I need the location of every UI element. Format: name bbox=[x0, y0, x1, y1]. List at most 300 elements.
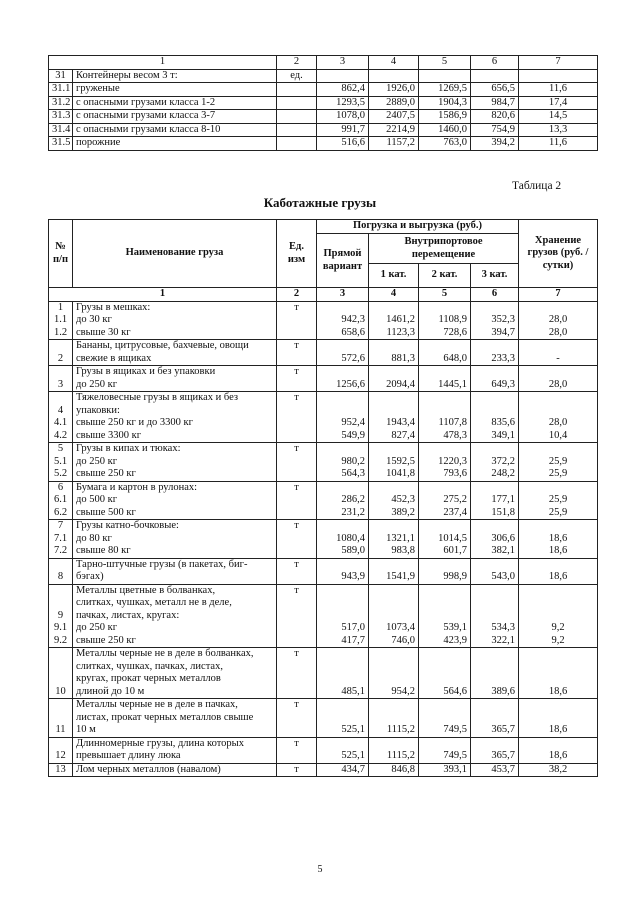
col-num-cell: 4 bbox=[369, 288, 419, 302]
row-number-line: 7.2 bbox=[53, 545, 68, 556]
value-cell bbox=[369, 648, 419, 699]
value-line: 9,2 bbox=[551, 622, 565, 633]
value-line: 25,9 bbox=[548, 506, 568, 518]
value-line: 393,1 bbox=[443, 763, 467, 775]
row-number: 31.3 bbox=[49, 110, 73, 124]
table-row bbox=[49, 443, 598, 482]
col-num-cell: 5 bbox=[419, 288, 471, 302]
value-cell bbox=[369, 699, 419, 738]
unit-cell bbox=[277, 123, 317, 137]
value-line: 1073,4 bbox=[386, 622, 415, 633]
value-cell bbox=[519, 520, 598, 559]
row-number-line: 3 bbox=[57, 378, 64, 390]
value-line: 322,1 bbox=[491, 634, 515, 646]
row-number-line: 6.2 bbox=[53, 506, 68, 518]
table-row bbox=[49, 301, 598, 340]
value-cell bbox=[471, 443, 519, 482]
value-cell bbox=[419, 737, 471, 763]
value-cell bbox=[471, 366, 519, 392]
value-line: 648,0 bbox=[443, 352, 467, 364]
table-row bbox=[49, 558, 598, 584]
value-cell bbox=[369, 584, 419, 648]
value-line: 382,1 bbox=[491, 545, 515, 556]
value-line: 1592,5 bbox=[386, 455, 415, 467]
row-number bbox=[49, 648, 73, 699]
table-row bbox=[49, 763, 598, 777]
row-number-line: 5 bbox=[57, 443, 64, 454]
column-number-row bbox=[49, 288, 598, 302]
value-cell bbox=[519, 763, 598, 777]
value-line: 539,1 bbox=[443, 622, 467, 633]
value-line: 601,7 bbox=[443, 545, 467, 556]
value-line: 749,5 bbox=[443, 750, 467, 761]
cargo-name-line: свыше 250 кг bbox=[76, 468, 136, 479]
value-line: 881,3 bbox=[391, 352, 415, 364]
value-cell bbox=[471, 699, 519, 738]
value-cell bbox=[471, 520, 519, 559]
value-line: 233,3 bbox=[491, 352, 515, 364]
row-number-line: 1.2 bbox=[53, 326, 68, 338]
col-num-cell: 7 bbox=[519, 288, 598, 302]
col-num-cell: 1 bbox=[49, 56, 277, 70]
value-line: 28,0 bbox=[548, 326, 568, 338]
continuation-table bbox=[48, 55, 598, 151]
row-number: 31.1 bbox=[49, 83, 73, 97]
value-cell bbox=[317, 520, 369, 559]
cargo-name bbox=[73, 584, 277, 648]
value-cell bbox=[317, 69, 369, 83]
value-line: 349,1 bbox=[491, 429, 515, 441]
value-cell bbox=[369, 392, 419, 443]
value-line: 25,9 bbox=[548, 468, 568, 479]
value-cell: 763,0 bbox=[419, 137, 471, 151]
value-line: 2094,4 bbox=[386, 378, 415, 390]
value-cell: 2407,5 bbox=[369, 110, 419, 124]
cargo-name-line: Тяжеловесные грузы в ящиках и без bbox=[76, 392, 239, 403]
value-cell bbox=[519, 481, 598, 520]
row-number-line: 7 bbox=[57, 520, 64, 531]
value-cell bbox=[317, 584, 369, 648]
value-cell bbox=[471, 69, 519, 83]
value-cell: 1460,0 bbox=[419, 123, 471, 137]
col-num-cell: 1 bbox=[49, 288, 277, 302]
col-num-cell: 3 bbox=[317, 56, 369, 70]
row-number-line: 9.2 bbox=[53, 634, 68, 646]
value-cell bbox=[317, 301, 369, 340]
cargo-name-line: 10 м bbox=[76, 724, 96, 735]
value-cell bbox=[317, 392, 369, 443]
value-cell bbox=[317, 340, 369, 366]
cargo-name-line: Лом черных металлов (навалом) bbox=[76, 763, 221, 775]
value-cell bbox=[419, 763, 471, 777]
value-cell: 862,4 bbox=[317, 83, 369, 97]
value-line: 177,1 bbox=[491, 494, 515, 505]
value-line: 1541,9 bbox=[386, 571, 415, 582]
row-number: 31.5 bbox=[49, 137, 73, 151]
value-line: 237,4 bbox=[443, 506, 467, 518]
value-line: 827,4 bbox=[391, 429, 415, 441]
value-cell bbox=[519, 69, 598, 83]
value-line: 151,8 bbox=[491, 506, 515, 518]
cargo-name: с опасными грузами класса 3-7 bbox=[73, 110, 277, 124]
value-cell bbox=[419, 520, 471, 559]
value-line: 572,6 bbox=[341, 352, 365, 364]
row-number bbox=[49, 520, 73, 559]
value-cell bbox=[317, 699, 369, 738]
value-cell bbox=[317, 481, 369, 520]
value-cell bbox=[471, 392, 519, 443]
value-line: 389,2 bbox=[391, 506, 415, 518]
cargo-name bbox=[73, 699, 277, 738]
value-line: 18,6 bbox=[548, 685, 568, 697]
value-line: 517,0 bbox=[341, 622, 365, 633]
header-cat1: 1 кат. bbox=[369, 264, 419, 288]
value-line: 793,6 bbox=[443, 468, 467, 479]
row-number bbox=[49, 481, 73, 520]
row-number-line: 5.2 bbox=[53, 468, 68, 479]
value-cell bbox=[471, 340, 519, 366]
value-cell: 1293,5 bbox=[317, 96, 369, 110]
header-direct: Прямой вариант bbox=[317, 234, 369, 288]
unit-cell: т bbox=[277, 584, 317, 648]
col-num-cell: 4 bbox=[369, 56, 419, 70]
table-number: Таблица 2 bbox=[512, 180, 562, 192]
row-number-line: 6.1 bbox=[53, 494, 68, 505]
value-line: 1943,4 bbox=[386, 417, 415, 428]
table-row bbox=[49, 340, 598, 366]
row-number-line: 13 bbox=[55, 763, 66, 775]
unit-cell: т bbox=[277, 763, 317, 777]
value-cell: 984,7 bbox=[471, 96, 519, 110]
cargo-name-line: Металлы цветные в болванках, bbox=[76, 584, 216, 596]
row-number-line: 4 bbox=[57, 404, 64, 416]
cargo-name bbox=[73, 443, 277, 482]
header-loading: Погрузка и выгрузка (руб.) bbox=[317, 220, 519, 234]
value-cell bbox=[317, 558, 369, 584]
cargo-name-line: до 250 кг bbox=[76, 455, 118, 467]
col-num-cell: 7 bbox=[519, 56, 598, 70]
value-cell: 1157,2 bbox=[369, 137, 419, 151]
value-line: 998,9 bbox=[443, 571, 467, 582]
cargo-name bbox=[73, 392, 277, 443]
cargo-name: с опасными грузами класса 1-2 bbox=[73, 96, 277, 110]
value-line: 485,1 bbox=[341, 685, 365, 697]
value-line: 543,0 bbox=[491, 571, 515, 582]
value-line: 1461,2 bbox=[386, 314, 415, 325]
value-line: - bbox=[556, 352, 560, 364]
value-line: 1108,9 bbox=[438, 314, 467, 325]
value-line: 942,3 bbox=[341, 314, 365, 325]
value-cell bbox=[369, 481, 419, 520]
value-cell bbox=[471, 481, 519, 520]
row-number: 31.2 bbox=[49, 96, 73, 110]
row-number bbox=[49, 584, 73, 648]
cargo-name-line: Длинномерные грузы, длина которых bbox=[76, 737, 244, 749]
value-line: 746,0 bbox=[391, 634, 415, 646]
value-line: 983,8 bbox=[391, 545, 415, 556]
value-line: 231,2 bbox=[341, 506, 365, 518]
value-line: 589,0 bbox=[341, 545, 365, 556]
value-line: 9,2 bbox=[551, 634, 565, 646]
cargo-name-line: пачках, листах, кругах: bbox=[76, 609, 180, 621]
value-cell: 656,5 bbox=[471, 83, 519, 97]
cargo-name bbox=[73, 763, 277, 777]
value-line: 749,5 bbox=[443, 724, 467, 735]
unit-cell: т bbox=[277, 648, 317, 699]
row-number-line: 9.1 bbox=[53, 622, 68, 633]
value-cell bbox=[419, 443, 471, 482]
value-cell bbox=[419, 301, 471, 340]
page-number: 5 bbox=[317, 864, 323, 875]
value-cell bbox=[471, 558, 519, 584]
row-number-line: 11 bbox=[55, 724, 66, 735]
value-cell: 14,5 bbox=[519, 110, 598, 124]
header-storage: Хранение грузов (руб. /сутки) bbox=[519, 220, 598, 288]
cargo-name-line: Грузы катно-бочковые: bbox=[76, 520, 179, 531]
value-cell: 754,9 bbox=[471, 123, 519, 137]
value-cell bbox=[369, 558, 419, 584]
cargo-rows bbox=[49, 301, 598, 777]
value-cell: 991,7 bbox=[317, 123, 369, 137]
value-cell bbox=[519, 301, 598, 340]
value-line: 728,6 bbox=[443, 326, 467, 338]
value-cell bbox=[369, 366, 419, 392]
table-row bbox=[49, 584, 598, 648]
continuation-rows bbox=[49, 69, 598, 150]
cargo-name-line: длиной до 10 м bbox=[76, 685, 145, 697]
cargo-name-line: бэгах) bbox=[76, 571, 104, 582]
cargo-name-line: свыше 3300 кг bbox=[76, 429, 142, 441]
value-cell bbox=[317, 443, 369, 482]
value-cell bbox=[471, 301, 519, 340]
value-line: 18,6 bbox=[548, 750, 568, 761]
value-line: 453,7 bbox=[491, 763, 515, 775]
value-cell bbox=[369, 340, 419, 366]
value-line: 1041,8 bbox=[386, 468, 415, 479]
value-cell bbox=[519, 392, 598, 443]
value-line: 286,2 bbox=[341, 494, 365, 505]
unit-cell: т bbox=[277, 366, 317, 392]
row-number-line: 4.1 bbox=[53, 417, 68, 428]
row-number-line: 5.1 bbox=[53, 455, 68, 467]
cargo-name-line: до 80 кг bbox=[76, 532, 112, 544]
unit-cell bbox=[277, 110, 317, 124]
value-line: 28,0 bbox=[548, 417, 568, 428]
value-cell bbox=[519, 366, 598, 392]
value-line: 434,7 bbox=[341, 763, 365, 775]
value-line: 372,2 bbox=[491, 455, 515, 467]
row-number-line: 6 bbox=[57, 481, 64, 493]
table-title: Каботажные грузы bbox=[263, 195, 377, 210]
value-cell bbox=[419, 558, 471, 584]
unit-cell: т bbox=[277, 737, 317, 763]
header-num: № п/п bbox=[49, 220, 73, 288]
header-cat3: 3 кат. bbox=[471, 264, 519, 288]
value-line: 943,9 bbox=[341, 571, 365, 582]
unit-cell bbox=[277, 83, 317, 97]
table-row bbox=[49, 737, 598, 763]
col-num-cell: 3 bbox=[317, 288, 369, 302]
value-line: 1321,1 bbox=[386, 532, 415, 544]
row-number bbox=[49, 443, 73, 482]
value-cell bbox=[317, 763, 369, 777]
cargo-name-line: Бананы, цитрусовые, бахчевые, овощи bbox=[76, 340, 249, 351]
cargo-name-line: свежие в ящиках bbox=[76, 352, 152, 364]
value-cell bbox=[519, 340, 598, 366]
unit-cell: т bbox=[277, 340, 317, 366]
value-cell: 11,6 bbox=[519, 137, 598, 151]
value-line: 649,3 bbox=[491, 378, 515, 390]
value-line: 846,8 bbox=[391, 763, 415, 775]
cargo-name-line: до 30 кг bbox=[76, 314, 112, 325]
cargo-name-line: Грузы в кипах и тюках: bbox=[76, 443, 181, 454]
col-num-cell: 2 bbox=[277, 288, 317, 302]
cargo-name bbox=[73, 520, 277, 559]
value-line: 306,6 bbox=[491, 532, 515, 544]
value-line: 835,6 bbox=[491, 417, 515, 428]
table-row bbox=[49, 481, 598, 520]
value-line: 525,1 bbox=[341, 724, 365, 735]
value-line: 1107,8 bbox=[438, 417, 467, 428]
value-line: 525,1 bbox=[341, 750, 365, 761]
row-number-line: 9 bbox=[57, 609, 64, 621]
value-line: 980,2 bbox=[341, 455, 365, 467]
cargo-name-line: слитках, чушках, пачках, листах, bbox=[76, 660, 223, 672]
table-row bbox=[49, 69, 598, 83]
value-line: 417,7 bbox=[341, 634, 365, 646]
table-row bbox=[49, 699, 598, 738]
value-cell bbox=[419, 648, 471, 699]
table-row bbox=[49, 137, 598, 151]
value-cell bbox=[471, 763, 519, 777]
row-number bbox=[49, 558, 73, 584]
value-cell bbox=[471, 584, 519, 648]
value-cell bbox=[317, 737, 369, 763]
col-num-cell: 6 bbox=[471, 288, 519, 302]
table-row bbox=[49, 648, 598, 699]
value-cell bbox=[519, 737, 598, 763]
value-line: 564,3 bbox=[341, 468, 365, 479]
row-number bbox=[49, 699, 73, 738]
value-line: 1220,3 bbox=[438, 455, 467, 467]
row-number-line: 12 bbox=[55, 750, 66, 761]
cargo-name-line: свыше 250 кг и до 3300 кг bbox=[76, 417, 193, 428]
cargo-name-line: свыше 500 кг bbox=[76, 506, 136, 518]
value-line: 18,6 bbox=[548, 571, 568, 582]
cargo-name bbox=[73, 558, 277, 584]
value-line: 18,6 bbox=[548, 532, 568, 544]
value-cell bbox=[519, 443, 598, 482]
cargo-name: Контейнеры весом 3 т: bbox=[73, 69, 277, 83]
value-cell bbox=[369, 763, 419, 777]
cargo-name-line: слитках, чушках, металл не в деле, bbox=[76, 597, 232, 608]
value-line: 658,6 bbox=[341, 326, 365, 338]
value-cell: 1269,5 bbox=[419, 83, 471, 97]
value-line: 564,6 bbox=[443, 685, 467, 697]
cargo-name-line: превышает длину люка bbox=[76, 750, 181, 761]
cargo-name bbox=[73, 366, 277, 392]
row-number-line: 4.2 bbox=[53, 429, 68, 441]
value-cell: 1904,3 bbox=[419, 96, 471, 110]
value-line: 25,9 bbox=[548, 494, 568, 505]
unit-cell: ед. bbox=[277, 69, 317, 83]
value-line: 478,3 bbox=[443, 429, 467, 441]
cargo-name-line: Тарно-штучные грузы (в пакетах, биг- bbox=[76, 558, 248, 570]
value-cell: 11,6 bbox=[519, 83, 598, 97]
value-line: 38,2 bbox=[548, 763, 568, 775]
unit-cell bbox=[277, 137, 317, 151]
row-number-line: 7.1 bbox=[53, 532, 68, 544]
value-line: 952,4 bbox=[341, 417, 365, 428]
unit-cell: т bbox=[277, 699, 317, 738]
value-line: 452,3 bbox=[391, 494, 415, 505]
row-number bbox=[49, 366, 73, 392]
unit-cell bbox=[277, 96, 317, 110]
value-cell bbox=[519, 558, 598, 584]
column-number-row bbox=[49, 56, 598, 70]
cargo-name-line: Металлы черные не в деле в пачках, bbox=[76, 699, 238, 710]
value-line: 28,0 bbox=[548, 314, 568, 325]
value-line: 1256,6 bbox=[336, 378, 365, 390]
value-line: 10,4 bbox=[548, 429, 568, 441]
value-line: 1014,5 bbox=[438, 532, 467, 544]
cargo-name bbox=[73, 737, 277, 763]
value-cell bbox=[419, 340, 471, 366]
row-number bbox=[49, 301, 73, 340]
cargo-name-line: свыше 80 кг bbox=[76, 545, 131, 556]
col-num-cell: 6 bbox=[471, 56, 519, 70]
table-row bbox=[49, 520, 598, 559]
row-number-line: 1 bbox=[57, 301, 64, 313]
cargo-name-line: листах, прокат черных металлов свыше bbox=[76, 711, 254, 723]
value-line: 954,2 bbox=[391, 685, 415, 697]
cargo-name: с опасными грузами класса 8-10 bbox=[73, 123, 277, 137]
value-cell bbox=[419, 69, 471, 83]
value-cell: 394,2 bbox=[471, 137, 519, 151]
value-cell bbox=[369, 737, 419, 763]
value-cell: 13,3 bbox=[519, 123, 598, 137]
value-cell: 17,4 bbox=[519, 96, 598, 110]
value-line: 534,3 bbox=[491, 622, 515, 633]
value-cell bbox=[419, 366, 471, 392]
cargo-name-line: до 500 кг bbox=[76, 494, 118, 505]
cargo-name: груженые bbox=[73, 83, 277, 97]
value-cell bbox=[419, 699, 471, 738]
value-cell bbox=[471, 648, 519, 699]
value-line: 25,9 bbox=[548, 455, 568, 467]
value-cell bbox=[317, 648, 369, 699]
cabotage-cargo-table bbox=[48, 219, 598, 777]
table-row bbox=[49, 366, 598, 392]
row-number-line: 10 bbox=[55, 685, 66, 697]
cargo-name-line: до 250 кг bbox=[76, 622, 118, 633]
col-num-cell: 5 bbox=[419, 56, 471, 70]
value-cell bbox=[419, 584, 471, 648]
value-line: 423,9 bbox=[443, 634, 467, 646]
row-number bbox=[49, 340, 73, 366]
row-number bbox=[49, 392, 73, 443]
value-cell bbox=[369, 301, 419, 340]
unit-cell: т bbox=[277, 481, 317, 520]
value-cell: 2889,0 bbox=[369, 96, 419, 110]
value-line: 275,2 bbox=[443, 494, 467, 505]
value-cell bbox=[519, 584, 598, 648]
value-line: 1115,2 bbox=[386, 724, 415, 735]
value-cell: 516,6 bbox=[317, 137, 369, 151]
unit-cell: т bbox=[277, 392, 317, 443]
value-line: 248,2 bbox=[491, 468, 515, 479]
row-number: 31 bbox=[49, 69, 73, 83]
